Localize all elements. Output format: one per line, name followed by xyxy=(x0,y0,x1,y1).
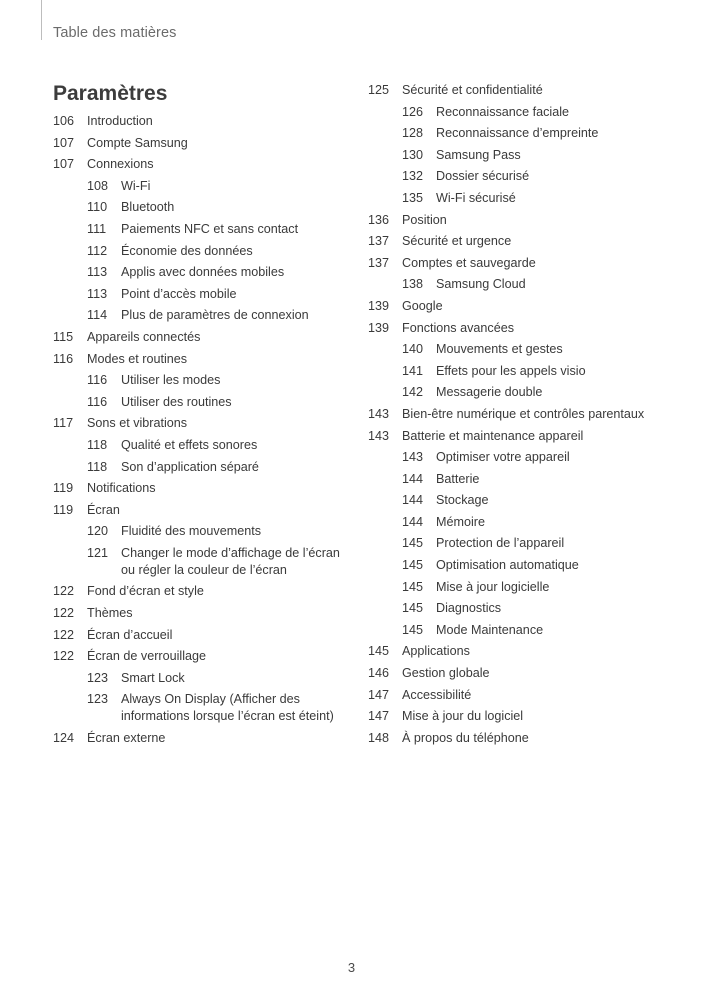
toc-page-number: 118 xyxy=(87,437,108,452)
toc-entry[interactable] xyxy=(53,243,353,260)
toc-entry[interactable] xyxy=(368,190,688,207)
toc-entry[interactable] xyxy=(368,341,688,358)
toc-entry-title: Effets pour les appels visio xyxy=(436,363,586,378)
toc-entry-title: Modes et routines xyxy=(87,351,188,366)
toc-entry-title: Introduction xyxy=(87,114,153,128)
toc-page-number: 111 xyxy=(87,221,107,236)
toc-page-number: 138 xyxy=(402,277,424,292)
toc-entry-title: Comptes et sauvegarde xyxy=(402,255,536,270)
toc-entry[interactable] xyxy=(368,579,688,596)
toc-entry-title: Sécurité et urgence xyxy=(402,234,512,249)
toc-entry-title: Mémoire xyxy=(436,514,485,529)
toc-entry[interactable] xyxy=(53,135,353,152)
toc-entry-title: Qualité et effets sonores xyxy=(121,437,258,452)
toc-page-number: 137 xyxy=(368,234,390,249)
toc-entry-title: Mise à jour du logiciel xyxy=(402,709,524,724)
toc-entry[interactable] xyxy=(53,730,353,747)
toc-entry-title: Diagnostics xyxy=(436,601,502,616)
toc-entry[interactable] xyxy=(53,459,353,476)
toc-entry-title: Dossier sécurisé xyxy=(436,169,530,184)
toc-page-number: 113 xyxy=(87,286,108,301)
toc-entry-title: Messagerie double xyxy=(436,385,543,400)
toc-entry-title: Économie des données xyxy=(121,243,253,258)
toc-entry-title: Applications xyxy=(402,644,470,659)
toc-entry-title: Connexions xyxy=(87,157,154,172)
toc-entry[interactable] xyxy=(368,428,688,445)
toc-page-number: 125 xyxy=(368,83,390,97)
toc-page-number: 145 xyxy=(402,536,424,551)
toc-entry[interactable] xyxy=(53,605,353,622)
toc-entry-title: Fluidité des mouvements xyxy=(121,524,261,539)
toc-page-number: 145 xyxy=(368,644,390,659)
toc-entry-title: Fond d’écran et style xyxy=(87,584,204,599)
toc-entry-title: Écran externe xyxy=(87,731,166,746)
toc-page-number: 116 xyxy=(87,373,108,388)
toc-entry[interactable] xyxy=(53,648,353,665)
toc-entry-title: Plus de paramètres de connexion xyxy=(121,308,309,323)
toc-entry[interactable] xyxy=(53,329,353,346)
toc-entry-title: Son d’application séparé xyxy=(121,459,259,474)
page-header-title: Table des matières xyxy=(53,25,177,41)
toc-entry[interactable] xyxy=(368,384,688,401)
toc-entry-title: Thèmes xyxy=(87,606,133,621)
toc-entry-title: Compte Samsung xyxy=(87,135,188,150)
toc-entry[interactable] xyxy=(368,168,688,185)
toc-page-number: 119 xyxy=(53,481,74,496)
toc-page-number: 122 xyxy=(53,649,75,664)
toc-page-number: 123 xyxy=(87,670,109,685)
toc-column-right xyxy=(368,82,688,751)
toc-entry-title: Fonctions avancées xyxy=(402,320,515,335)
toc-entry-title: Mode Maintenance xyxy=(436,622,544,637)
toc-page-number: 122 xyxy=(53,584,75,599)
toc-page-number: 123 xyxy=(87,692,109,707)
toc-entry[interactable] xyxy=(53,627,353,644)
toc-page-number: 141 xyxy=(402,363,424,378)
toc-entry-title: Samsung Pass xyxy=(436,147,521,162)
toc-entry[interactable] xyxy=(53,670,353,687)
toc-entry-title: Wi-Fi sécurisé xyxy=(436,190,516,205)
toc-entry[interactable] xyxy=(368,449,688,466)
toc-entry-title: Bluetooth xyxy=(121,200,175,215)
toc-page-number: 121 xyxy=(87,545,109,560)
toc-entry-title: Point d’accès mobile xyxy=(121,286,237,301)
toc-page-number: 142 xyxy=(402,385,424,400)
toc-entry[interactable] xyxy=(53,415,353,432)
toc-page-number: 116 xyxy=(53,351,74,366)
toc-entry-title: Always On Display (Afficher des informations lorsque l’écran est éteint) xyxy=(121,692,334,724)
toc-entry[interactable] xyxy=(368,600,688,617)
toc-entry-title: Écran d’accueil xyxy=(87,627,173,642)
toc-entry-title: Écran de verrouillage xyxy=(87,649,207,664)
toc-entry[interactable] xyxy=(368,643,688,660)
toc-page-number: 147 xyxy=(368,687,390,702)
toc-entry-title: Position xyxy=(402,212,447,227)
toc-entry[interactable] xyxy=(368,147,688,164)
toc-page-number: 116 xyxy=(87,394,108,409)
toc-page-number: 118 xyxy=(87,459,108,474)
toc-page-number: 136 xyxy=(368,212,390,227)
toc-entry-title: Samsung Cloud xyxy=(436,277,526,292)
toc-entry[interactable] xyxy=(53,351,353,368)
toc-entry[interactable] xyxy=(368,298,688,315)
toc-entry[interactable] xyxy=(368,514,688,531)
toc-page-number: 135 xyxy=(402,190,424,205)
toc-page-number: 130 xyxy=(402,147,424,162)
toc-page-number: 107 xyxy=(53,157,75,172)
toc-entry[interactable] xyxy=(368,471,688,488)
toc-page-number: 137 xyxy=(368,255,390,270)
toc-page-number: 146 xyxy=(368,666,390,681)
toc-page-number: 128 xyxy=(402,126,424,141)
toc-entry[interactable] xyxy=(368,276,688,293)
toc-entry-title: Notifications xyxy=(87,481,156,496)
toc-page-number: 145 xyxy=(402,622,424,637)
toc-page-number: 110 xyxy=(87,200,108,215)
header-divider xyxy=(41,0,42,40)
toc-page-number: 143 xyxy=(368,406,390,421)
toc-page-number: 114 xyxy=(87,308,108,323)
toc-page-number: 144 xyxy=(402,471,424,486)
toc-page-number: 144 xyxy=(402,514,424,529)
toc-entry[interactable] xyxy=(53,545,353,579)
toc-page-number: 148 xyxy=(368,730,390,745)
toc-page-number: 147 xyxy=(368,709,390,724)
toc-entry-title: Wi-Fi xyxy=(121,178,151,193)
toc-page-number: 139 xyxy=(368,298,390,313)
toc-page-number: 122 xyxy=(53,606,75,621)
toc-page-number: 119 xyxy=(53,502,74,517)
toc-entry[interactable] xyxy=(53,307,353,324)
toc-entry-title: Google xyxy=(402,298,443,313)
toc-entry[interactable] xyxy=(368,730,688,747)
toc-entry-title: Batterie xyxy=(436,471,480,486)
toc-entry[interactable] xyxy=(368,82,688,99)
toc-entry[interactable] xyxy=(368,665,688,682)
toc-page-number: 117 xyxy=(53,416,74,431)
toc-entry-title: Changer le mode d’affichage de l’écran ou régler la couleur de l’écran xyxy=(121,545,340,577)
toc-entry[interactable] xyxy=(53,502,353,519)
toc-entry[interactable] xyxy=(53,480,353,497)
toc-page-number: 143 xyxy=(368,428,390,443)
toc-page-number: 132 xyxy=(402,169,424,184)
toc-entry[interactable] xyxy=(53,437,353,454)
toc-entry[interactable] xyxy=(368,320,688,337)
toc-entry-title: Mouvements et gestes xyxy=(436,342,563,357)
toc-page-number: 126 xyxy=(402,104,424,119)
toc-entry[interactable] xyxy=(53,523,353,540)
toc-page-number: 139 xyxy=(368,320,390,335)
toc-entry-title: Protection de l’appareil xyxy=(436,536,565,551)
toc-entry-title: Utiliser les modes xyxy=(121,373,221,388)
toc-page-number: 144 xyxy=(402,493,424,508)
toc-entry-title: Batterie et maintenance appareil xyxy=(402,428,584,443)
toc-entry-title: Reconnaissance faciale xyxy=(436,104,570,119)
toc-entry[interactable] xyxy=(53,691,353,725)
toc-entry[interactable] xyxy=(368,233,688,250)
toc-page-number: 106 xyxy=(53,114,75,128)
section-title: Paramètres xyxy=(53,82,168,105)
toc-entry[interactable] xyxy=(53,178,353,195)
toc-entry[interactable] xyxy=(368,687,688,704)
toc-entry[interactable] xyxy=(368,363,688,380)
toc-entry-title: Stockage xyxy=(436,493,489,508)
toc-entry-title: Sécurité et confidentialité xyxy=(402,83,543,97)
toc-entry-title: Gestion globale xyxy=(402,666,490,681)
toc-entry[interactable] xyxy=(53,113,353,130)
toc-page-number: 120 xyxy=(87,524,109,539)
toc-page-number: 115 xyxy=(53,329,74,344)
toc-entry[interactable] xyxy=(53,156,353,173)
toc-page-number: 113 xyxy=(87,265,108,280)
toc-entry-title: Optimisation automatique xyxy=(436,558,579,573)
toc-entry[interactable] xyxy=(368,535,688,552)
toc-column-left xyxy=(53,113,353,752)
toc-page-number: 124 xyxy=(53,731,75,746)
toc-entry[interactable] xyxy=(368,212,688,229)
toc-entry[interactable] xyxy=(368,492,688,509)
toc-entry-title: Smart Lock xyxy=(121,670,185,685)
toc-entry[interactable] xyxy=(53,286,353,303)
toc-entry-title: Optimiser votre appareil xyxy=(436,450,570,465)
toc-entry-title: Applis avec données mobiles xyxy=(121,265,285,280)
toc-page-number: 145 xyxy=(402,579,424,594)
toc-entry-title: Reconnaissance d’empreinte xyxy=(436,126,599,141)
toc-entry-title: À propos du téléphone xyxy=(402,730,529,745)
toc-page-number: 145 xyxy=(402,558,424,573)
page-number: 3 xyxy=(347,960,356,975)
toc-page-number: 140 xyxy=(402,342,424,357)
toc-entry[interactable] xyxy=(368,708,688,725)
toc-entry-title: Écran xyxy=(87,502,120,517)
toc-page-number: 145 xyxy=(402,601,424,616)
toc-entry-title: Appareils connectés xyxy=(87,329,201,344)
toc-entry[interactable] xyxy=(368,557,688,574)
toc-entry[interactable] xyxy=(368,406,688,423)
toc-entry-title: Accessibilité xyxy=(402,687,472,702)
toc-entry-title: Mise à jour logicielle xyxy=(436,579,550,594)
toc-entry[interactable] xyxy=(368,104,688,121)
toc-entry[interactable] xyxy=(53,264,353,281)
toc-entry-title: Bien-être numérique et contrôles parentaux xyxy=(402,406,645,421)
toc-page-number: 108 xyxy=(87,178,109,193)
toc-entry-title: Sons et vibrations xyxy=(87,416,188,431)
toc-entry-title: Paiements NFC et sans contact xyxy=(121,221,299,236)
toc-entry[interactable] xyxy=(53,221,353,238)
toc-entry[interactable] xyxy=(53,394,353,411)
toc-page-number: 112 xyxy=(87,243,108,258)
toc-entry[interactable] xyxy=(53,583,353,600)
toc-entry[interactable] xyxy=(368,125,688,142)
toc-entry-title: Utiliser des routines xyxy=(121,394,232,409)
toc-entry[interactable] xyxy=(368,622,688,639)
toc-page-number: 143 xyxy=(402,450,424,465)
toc-entry[interactable] xyxy=(368,255,688,272)
toc-page-number: 107 xyxy=(53,135,75,150)
toc-entry[interactable] xyxy=(53,372,353,389)
toc-page-number: 122 xyxy=(53,627,75,642)
toc-entry[interactable] xyxy=(53,199,353,216)
